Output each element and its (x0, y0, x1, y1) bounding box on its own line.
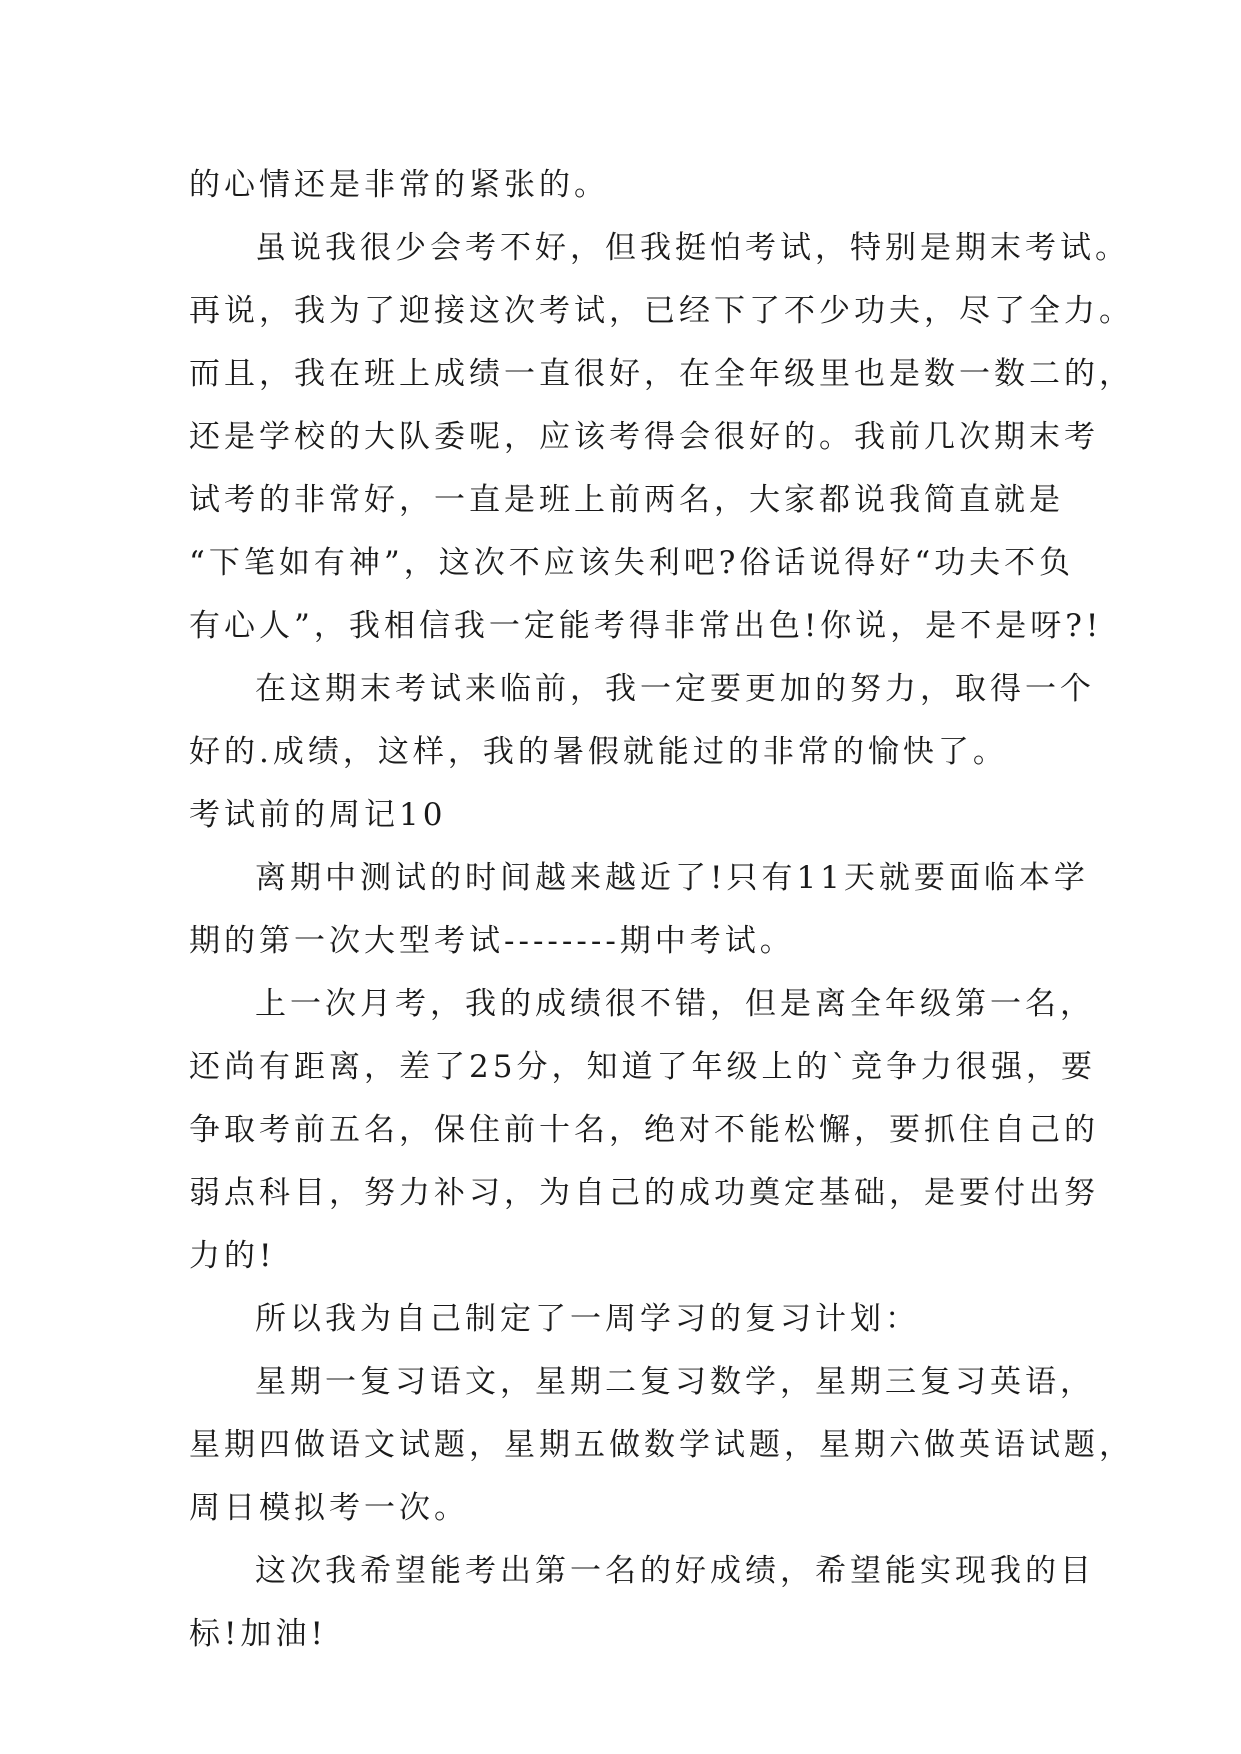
text-line: “下笔如有神”，这次不应该失利吧?俗话说得好“功夫不负 (189, 545, 1075, 581)
text-line: 有心人”，我相信我一定能考得非常出色!你说，是不是呀?! (189, 608, 1103, 644)
text-line: 离期中测试的时间越来越近了!只有11天就要面临本学 (255, 860, 1089, 896)
text-line: 在这期末考试来临前，我一定要更加的努力，取得一个 (255, 671, 1095, 707)
text-line: 虽说我很少会考不好，但我挺怕考试，特别是期末考试。 (255, 230, 1130, 266)
text-line: 期的第一次大型考试--------期中考试。 (189, 923, 795, 959)
text-line: 还尚有距离，差了25分，知道了年级上的`竞争力很强，要 (189, 1049, 1096, 1085)
text-line: 标!加油! (189, 1616, 327, 1652)
text-line: 弱点科目，努力补习，为自己的成功奠定基础，是要付出努 (189, 1175, 1099, 1211)
text-line: 争取考前五名，保住前十名，绝对不能松懈，要抓住自己的 (189, 1112, 1099, 1148)
text-line: 试考的非常好，一直是班上前两名，大家都说我简直就是 (189, 482, 1064, 518)
document-body (189, 154, 1134, 1666)
text-line: 星期一复习语文，星期二复习数学，星期三复习英语， (255, 1364, 1095, 1400)
text-line: 星期四做语文试题，星期五做数学试题，星期六做英语试题， (189, 1427, 1134, 1463)
text-line: 力的! (189, 1238, 276, 1274)
text-line: 而且，我在班上成绩一直很好，在全年级里也是数一数二的， (189, 356, 1134, 392)
text-line: 所以我为自己制定了一周学习的复习计划： (255, 1301, 920, 1337)
text-line: 上一次月考，我的成绩很不错，但是离全年级第一名， (255, 986, 1095, 1022)
section-heading: 考试前的周记10 (189, 797, 447, 833)
text-line: 再说，我为了迎接这次考试，已经下了不少功夫，尽了全力。 (189, 293, 1134, 329)
text-line: 还是学校的大队委呢，应该考得会很好的。我前几次期末考 (189, 419, 1099, 455)
text-line: 好的.成绩，这样，我的暑假就能过的非常的愉快了。 (189, 734, 1008, 770)
text-line: 的心情还是非常的紧张的。 (189, 167, 609, 203)
text-line: 周日模拟考一次。 (189, 1490, 469, 1526)
text-line: 这次我希望能考出第一名的好成绩，希望能实现我的目 (255, 1553, 1095, 1589)
